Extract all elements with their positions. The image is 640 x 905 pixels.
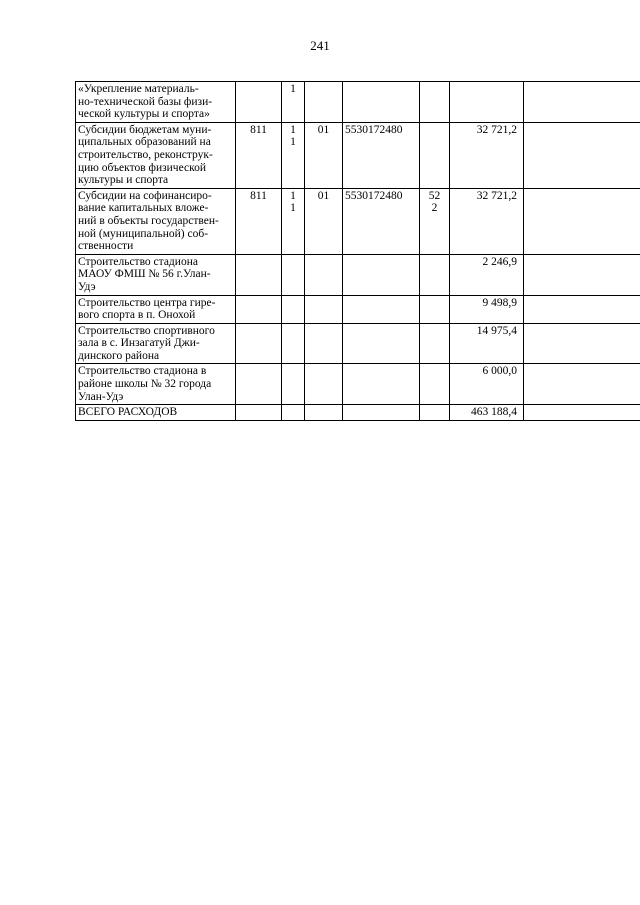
table-row xyxy=(76,364,640,405)
table-row xyxy=(76,122,640,188)
cell-subsection xyxy=(305,364,343,405)
cell-amount: 463 188,4 xyxy=(450,405,524,421)
cell-section xyxy=(282,364,305,405)
table-row xyxy=(76,254,640,295)
cell-extra xyxy=(524,323,640,364)
budget-table xyxy=(75,81,640,421)
cell-name: Субсидии бюджетам муни- ципальных образований на строительство, реконструк- цию объектов физической культуры и спорта xyxy=(76,122,236,188)
cell-subsection xyxy=(305,405,343,421)
cell-target xyxy=(343,82,420,123)
cell-code: 811 xyxy=(236,188,282,254)
cell-extra xyxy=(524,405,640,421)
cell-code xyxy=(236,364,282,405)
cell-name: Субсидии на софинансиро- вание капитальных вложе- ний в объекты государствен- ной (муниципальной) соб- ственности xyxy=(76,188,236,254)
cell-target xyxy=(343,254,420,295)
cell-code xyxy=(236,295,282,323)
cell-type: 52 2 xyxy=(420,188,450,254)
table-body xyxy=(76,82,640,421)
cell-target xyxy=(343,295,420,323)
cell-type xyxy=(420,295,450,323)
cell-type xyxy=(420,323,450,364)
cell-target: 5530172480 xyxy=(343,188,420,254)
table-row xyxy=(76,188,640,254)
cell-name: ВСЕГО РАСХОДОВ xyxy=(76,405,236,421)
cell-code xyxy=(236,82,282,123)
table-row xyxy=(76,82,640,123)
cell-extra xyxy=(524,254,640,295)
cell-extra xyxy=(524,188,640,254)
cell-subsection xyxy=(305,323,343,364)
cell-code xyxy=(236,405,282,421)
cell-code: 811 xyxy=(236,122,282,188)
cell-section xyxy=(282,254,305,295)
cell-target xyxy=(343,323,420,364)
cell-amount: 6 000,0 xyxy=(450,364,524,405)
cell-section xyxy=(282,323,305,364)
cell-name: Строительство спортивного зала в с. Инзагатуй Джи- динского района xyxy=(76,323,236,364)
cell-name: Строительство стадиона МАОУ ФМШ № 56 г.Улан- Удэ xyxy=(76,254,236,295)
cell-extra xyxy=(524,364,640,405)
cell-section: 1 1 xyxy=(282,122,305,188)
cell-type xyxy=(420,122,450,188)
cell-code xyxy=(236,254,282,295)
cell-section xyxy=(282,405,305,421)
cell-extra xyxy=(524,295,640,323)
cell-code xyxy=(236,323,282,364)
cell-section: 1 xyxy=(282,82,305,123)
cell-target: 5530172480 xyxy=(343,122,420,188)
cell-target xyxy=(343,405,420,421)
cell-type xyxy=(420,364,450,405)
page-number: 241 xyxy=(310,38,330,53)
cell-type xyxy=(420,405,450,421)
table-row xyxy=(76,323,640,364)
cell-amount: 14 975,4 xyxy=(450,323,524,364)
cell-section xyxy=(282,295,305,323)
cell-target xyxy=(343,364,420,405)
cell-amount: 2 246,9 xyxy=(450,254,524,295)
table-row xyxy=(76,405,640,421)
cell-type xyxy=(420,254,450,295)
cell-name: Строительство стадиона в районе школы № 32 города Улан-Удэ xyxy=(76,364,236,405)
cell-extra xyxy=(524,82,640,123)
cell-extra xyxy=(524,122,640,188)
cell-subsection xyxy=(305,295,343,323)
cell-type xyxy=(420,82,450,123)
cell-amount xyxy=(450,82,524,123)
cell-subsection: 01 xyxy=(305,122,343,188)
cell-name: «Укрепление материаль- но-технической базы физи- ческой культуры и спорта» xyxy=(76,82,236,123)
cell-subsection xyxy=(305,82,343,123)
cell-amount: 9 498,9 xyxy=(450,295,524,323)
cell-name: Строительство центра гире- вого спорта в п. Онохой xyxy=(76,295,236,323)
cell-section: 1 1 xyxy=(282,188,305,254)
cell-subsection: 01 xyxy=(305,188,343,254)
table-row xyxy=(76,295,640,323)
cell-amount: 32 721,2 xyxy=(450,122,524,188)
cell-subsection xyxy=(305,254,343,295)
cell-amount: 32 721,2 xyxy=(450,188,524,254)
